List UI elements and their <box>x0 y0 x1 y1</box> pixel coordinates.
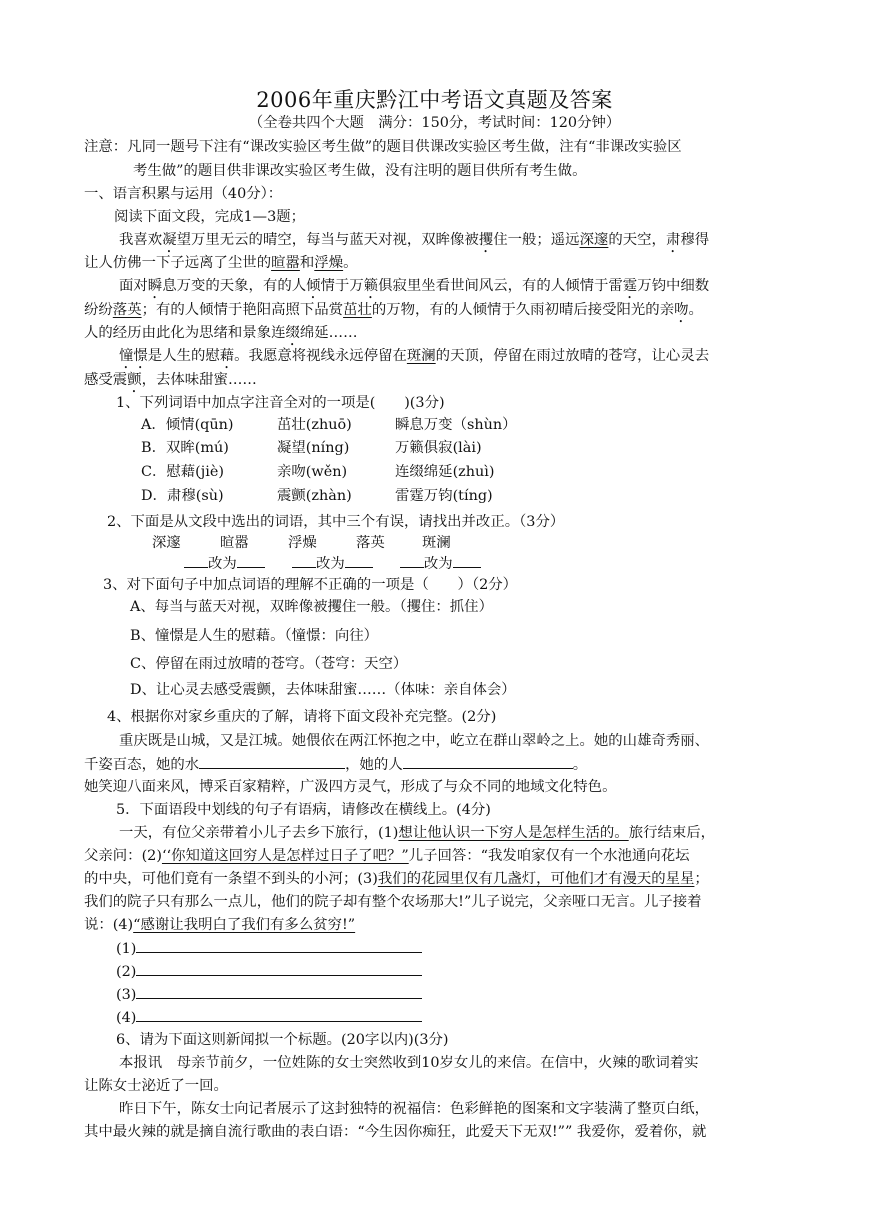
q5-line3 <box>84 869 709 889</box>
text-run: 。我愿意将视线永远停留在 <box>234 348 407 364</box>
notice-line-2: 考生做”的题目供非课改实验区考生做，没有注明的题目供所有考生做。 <box>133 163 587 179</box>
q2-stem: 2、下面是从文段中选出的词语，其中三个有误，请找出并改正。（3分） <box>107 514 565 530</box>
underlined-sentence: “感谢让我明白了我们有多么贫穷!” <box>133 917 356 933</box>
passage-p2-line1 <box>119 276 709 302</box>
q4-line3: 她笑迎八面来风，博采百家精粹，广汲四方灵气，形成了与众不同的地域文化特色。 <box>84 779 617 795</box>
q6-line1: 本报讯 母亲节前夕，一位姓陈的女士突然收到10岁女儿的来信。在信中，火辣的歌词着实 <box>119 1055 699 1071</box>
q6-line3: 昨日下午，陈女士向记者展示了这封独特的祝福信：色彩鲜艳的图案和文字装满了整页白纸， <box>119 1101 710 1117</box>
dotted-char: 瞬 <box>147 278 163 294</box>
q5-line2 <box>84 846 690 866</box>
reading-intro: 阅读下面文段，完成1—3题； <box>114 209 305 225</box>
option-cell: D．肃穆(sù) <box>141 488 224 504</box>
text-run: 父亲问：(2) <box>84 848 162 864</box>
fix-blank[interactable] <box>292 553 316 568</box>
dotted-char: 吻 <box>674 302 689 318</box>
q5-answer-4 <box>116 1007 422 1028</box>
text-run: 住一般；遥远 <box>493 232 580 248</box>
text-run: 一天，有位父亲带着小儿子去乡下旅行，(1) <box>119 825 399 841</box>
option-cell: A．倾情(qūn) <box>141 417 234 433</box>
text-run: 千姿百态，她的水 <box>84 757 200 773</box>
word-item: 浮燥 <box>288 535 317 551</box>
text-run: 儿子回答：“我发咱家仅有一个水池通向花坛 <box>408 848 690 864</box>
text-run: ； <box>694 871 709 887</box>
text-run: 俱寂里坐看世间风云，有的人倾情于雷 <box>378 278 623 294</box>
text-run: 我喜欢 <box>119 232 163 248</box>
q1-stem: 1、下列词语中加点字注音全对的一项是( )(3分) <box>116 395 445 411</box>
q6-line2: 让陈女士泌近了一回。 <box>84 1078 228 1094</box>
answer-number: (3) <box>116 987 137 1003</box>
exam-info: （全卷共四个大题 满分：150分，考试时间：120分钟） <box>248 115 621 131</box>
dotted-char: 霆 <box>622 278 638 294</box>
q3-option-b: B、憧憬是人生的慰藉。（憧憬：向往） <box>130 628 379 644</box>
underlined-sentence: 我们的花园里仅有几盏灯，可他们才有漫天的星星 <box>377 871 695 887</box>
option-cell: B．双眸(mú) <box>141 440 229 456</box>
text-run: 望万里无云的晴空，每当与蓝天对视，双眸像被 <box>176 232 479 248</box>
option-cell: 茁壮(zhuō) <box>277 417 352 433</box>
q5-line1 <box>119 823 715 843</box>
q3-option-c: C、停留在雨过放晴的苍穹。（苍穹：天空） <box>130 656 408 672</box>
word-item: 斑澜 <box>422 535 451 551</box>
text-run: 的天空， <box>608 232 666 248</box>
q3-stem: 3、对下面句子中加点词语的理解不正确的一项是（ ）（2分） <box>103 577 518 593</box>
text-run: 穆得 <box>680 232 710 248</box>
text-run: 和 <box>299 255 315 271</box>
fix-blank[interactable] <box>453 553 481 568</box>
text-run: 感受震 <box>84 372 128 388</box>
fix-blank[interactable] <box>345 553 373 568</box>
word-item: 深邃 <box>152 535 181 551</box>
q6-stem: 6、请为下面这则新闻拟一个标题。(20字以内)(3分) <box>116 1032 449 1048</box>
text-run: 。 <box>343 255 358 271</box>
answer-line[interactable] <box>136 984 422 999</box>
q4-stem: 4、根据你对家乡重庆的了解，请将下面文段补充完整。(2分) <box>107 709 497 725</box>
section-heading: 一、语言积累与运用（40分）： <box>84 186 283 202</box>
text-run: ；有的人倾情于艳阳高照下品赏 <box>141 302 344 318</box>
option-cell: 连缀绵延(zhuì) <box>395 464 495 480</box>
q5-line5 <box>84 915 355 935</box>
option-cell: 震颤(zhàn) <box>277 488 352 504</box>
text-run: 情于万 <box>320 278 364 294</box>
q2-words <box>152 533 451 553</box>
q3-option-a: A、每当与蓝天对视，双眸像被攫住一般。（攫住：抓住） <box>130 599 493 615</box>
q4-line1: 重庆既是山城，又是江城。她偎依在两江怀抱之中，屹立在群山翠岭之上。她的山雄奇秀丽、 <box>119 733 710 749</box>
fix-blank[interactable] <box>400 553 424 568</box>
underlined-sentence: ‘‘你知道这回穷人是怎样过日子了吧？” <box>161 848 409 864</box>
answer-number: (4) <box>116 1010 137 1026</box>
fix-label: 改为 <box>208 556 237 572</box>
text-run: ，去体味甜蜜…… <box>141 372 257 388</box>
option-cell: 雷霆万钧(tíng) <box>395 488 493 504</box>
answer-line[interactable] <box>136 1007 422 1022</box>
underlined-word: 深邃 <box>579 232 609 248</box>
text-run: 。 <box>572 757 588 773</box>
text-run: 万钧中细数 <box>637 278 710 294</box>
underlined-sentence: 想让他认识一下穷人是怎样生活的。 <box>398 825 629 841</box>
notice-line-1: 注意：凡同一题号下注有“课改实验区考生做”的题目供课改实验区考生做，注有“非课改实验区 <box>84 139 682 155</box>
text-run: 人的经历由此化为思绪和景象连 <box>84 325 286 341</box>
underlined-word: 落英 <box>112 302 142 318</box>
text-run: 旅行结束后， <box>628 825 716 841</box>
dotted-char: 缀 <box>285 325 300 341</box>
q2-fix-line <box>184 553 481 574</box>
text-run: 绵延…… <box>299 325 358 341</box>
dotted-char: 攫 <box>478 232 494 248</box>
dotted-char: 肃 <box>665 232 681 248</box>
passage-p1-line2 <box>84 253 358 273</box>
text-run: 说：(4) <box>84 917 134 933</box>
page-title: 2006年重庆黔江中考语文真题及答案 <box>256 88 613 112</box>
dotted-char: 藉 <box>219 348 235 364</box>
dotted-char: 颤 <box>127 372 142 388</box>
text-run: 面对 <box>119 278 148 294</box>
option-cell: C．慰藉(jiè) <box>141 464 224 480</box>
q5-answer-2 <box>116 961 422 982</box>
answer-blank-water[interactable] <box>199 754 345 769</box>
dotted-char: 凝 <box>162 232 177 248</box>
q5-line4: 我们的院子只有那么一点儿，他们的院子却有整个农场那大!”儿子说完，父亲哑口无言。儿子接着 <box>84 894 702 910</box>
underlined-word: 茁壮 <box>343 302 372 318</box>
q1-option-b <box>141 438 482 458</box>
q5-answer-3 <box>116 984 422 1005</box>
q1-option-d <box>141 486 493 506</box>
option-cell: 凝望(níng) <box>277 440 350 456</box>
underlined-word: 暄嚣 <box>271 255 300 271</box>
text-run: 的天顶，停留在雨过放晴的苍穹，让心灵去 <box>435 348 710 364</box>
option-cell: 瞬息万变（shùn） <box>395 417 517 433</box>
q1-option-a <box>141 415 517 435</box>
q1-option-c <box>141 462 495 482</box>
word-item: 暄嚣 <box>220 535 249 551</box>
option-cell: 万籁俱寂(lài) <box>395 440 482 456</box>
underlined-word: 浮燥 <box>314 255 344 271</box>
text-run: 是人生的慰 <box>147 348 220 364</box>
answer-number: (2) <box>116 964 137 980</box>
q3-option-d: D、让心灵去感受震颤，去体味甜蜜……（体味：亲自体会） <box>130 682 516 698</box>
dotted-char: 倾 <box>306 278 321 294</box>
text-run: 。 <box>688 302 703 318</box>
option-cell: 亲吻(wěn) <box>277 464 348 480</box>
text-run: 的万物，有的人倾情于久雨初晴后接受阳光的亲 <box>371 302 675 318</box>
q5-answer-1 <box>116 938 422 959</box>
fix-label: 改为 <box>423 556 453 572</box>
dotted-char: 籁 <box>363 278 379 294</box>
fix-blank[interactable] <box>184 553 208 568</box>
fix-blank[interactable] <box>237 553 265 568</box>
answer-line[interactable] <box>136 961 422 976</box>
fix-label: 改为 <box>315 556 345 572</box>
underlined-word: 斑澜 <box>406 348 436 364</box>
dotted-word: 憧憬 <box>119 348 148 364</box>
answer-number: (1) <box>116 941 137 957</box>
text-run: 的中央，可他们竟有一条望不到头的小河；(3) <box>84 871 378 887</box>
answer-blank-people[interactable] <box>403 754 573 769</box>
q5-stem: 5．下面语段中划线的句子有语病，请修改在横线上。(4分) <box>116 802 491 818</box>
text-run: ，她的人 <box>345 757 403 773</box>
text-run: 纷纷 <box>84 302 113 318</box>
q6-line4: 其中最火辣的就是摘自流行歌曲的表白语：“今生因你痴狂，此爱天下无双!”” 我爱你，爱着你，就 <box>84 1124 707 1140</box>
passage-p3-line1 <box>119 346 709 372</box>
q4-line2 <box>84 754 587 775</box>
answer-line[interactable] <box>136 938 422 953</box>
text-run: 让人仿佛一下子远离了尘世的 <box>84 255 272 271</box>
word-item: 落英 <box>356 535 385 551</box>
text-run: 息万变的天象，有的人 <box>162 278 307 294</box>
